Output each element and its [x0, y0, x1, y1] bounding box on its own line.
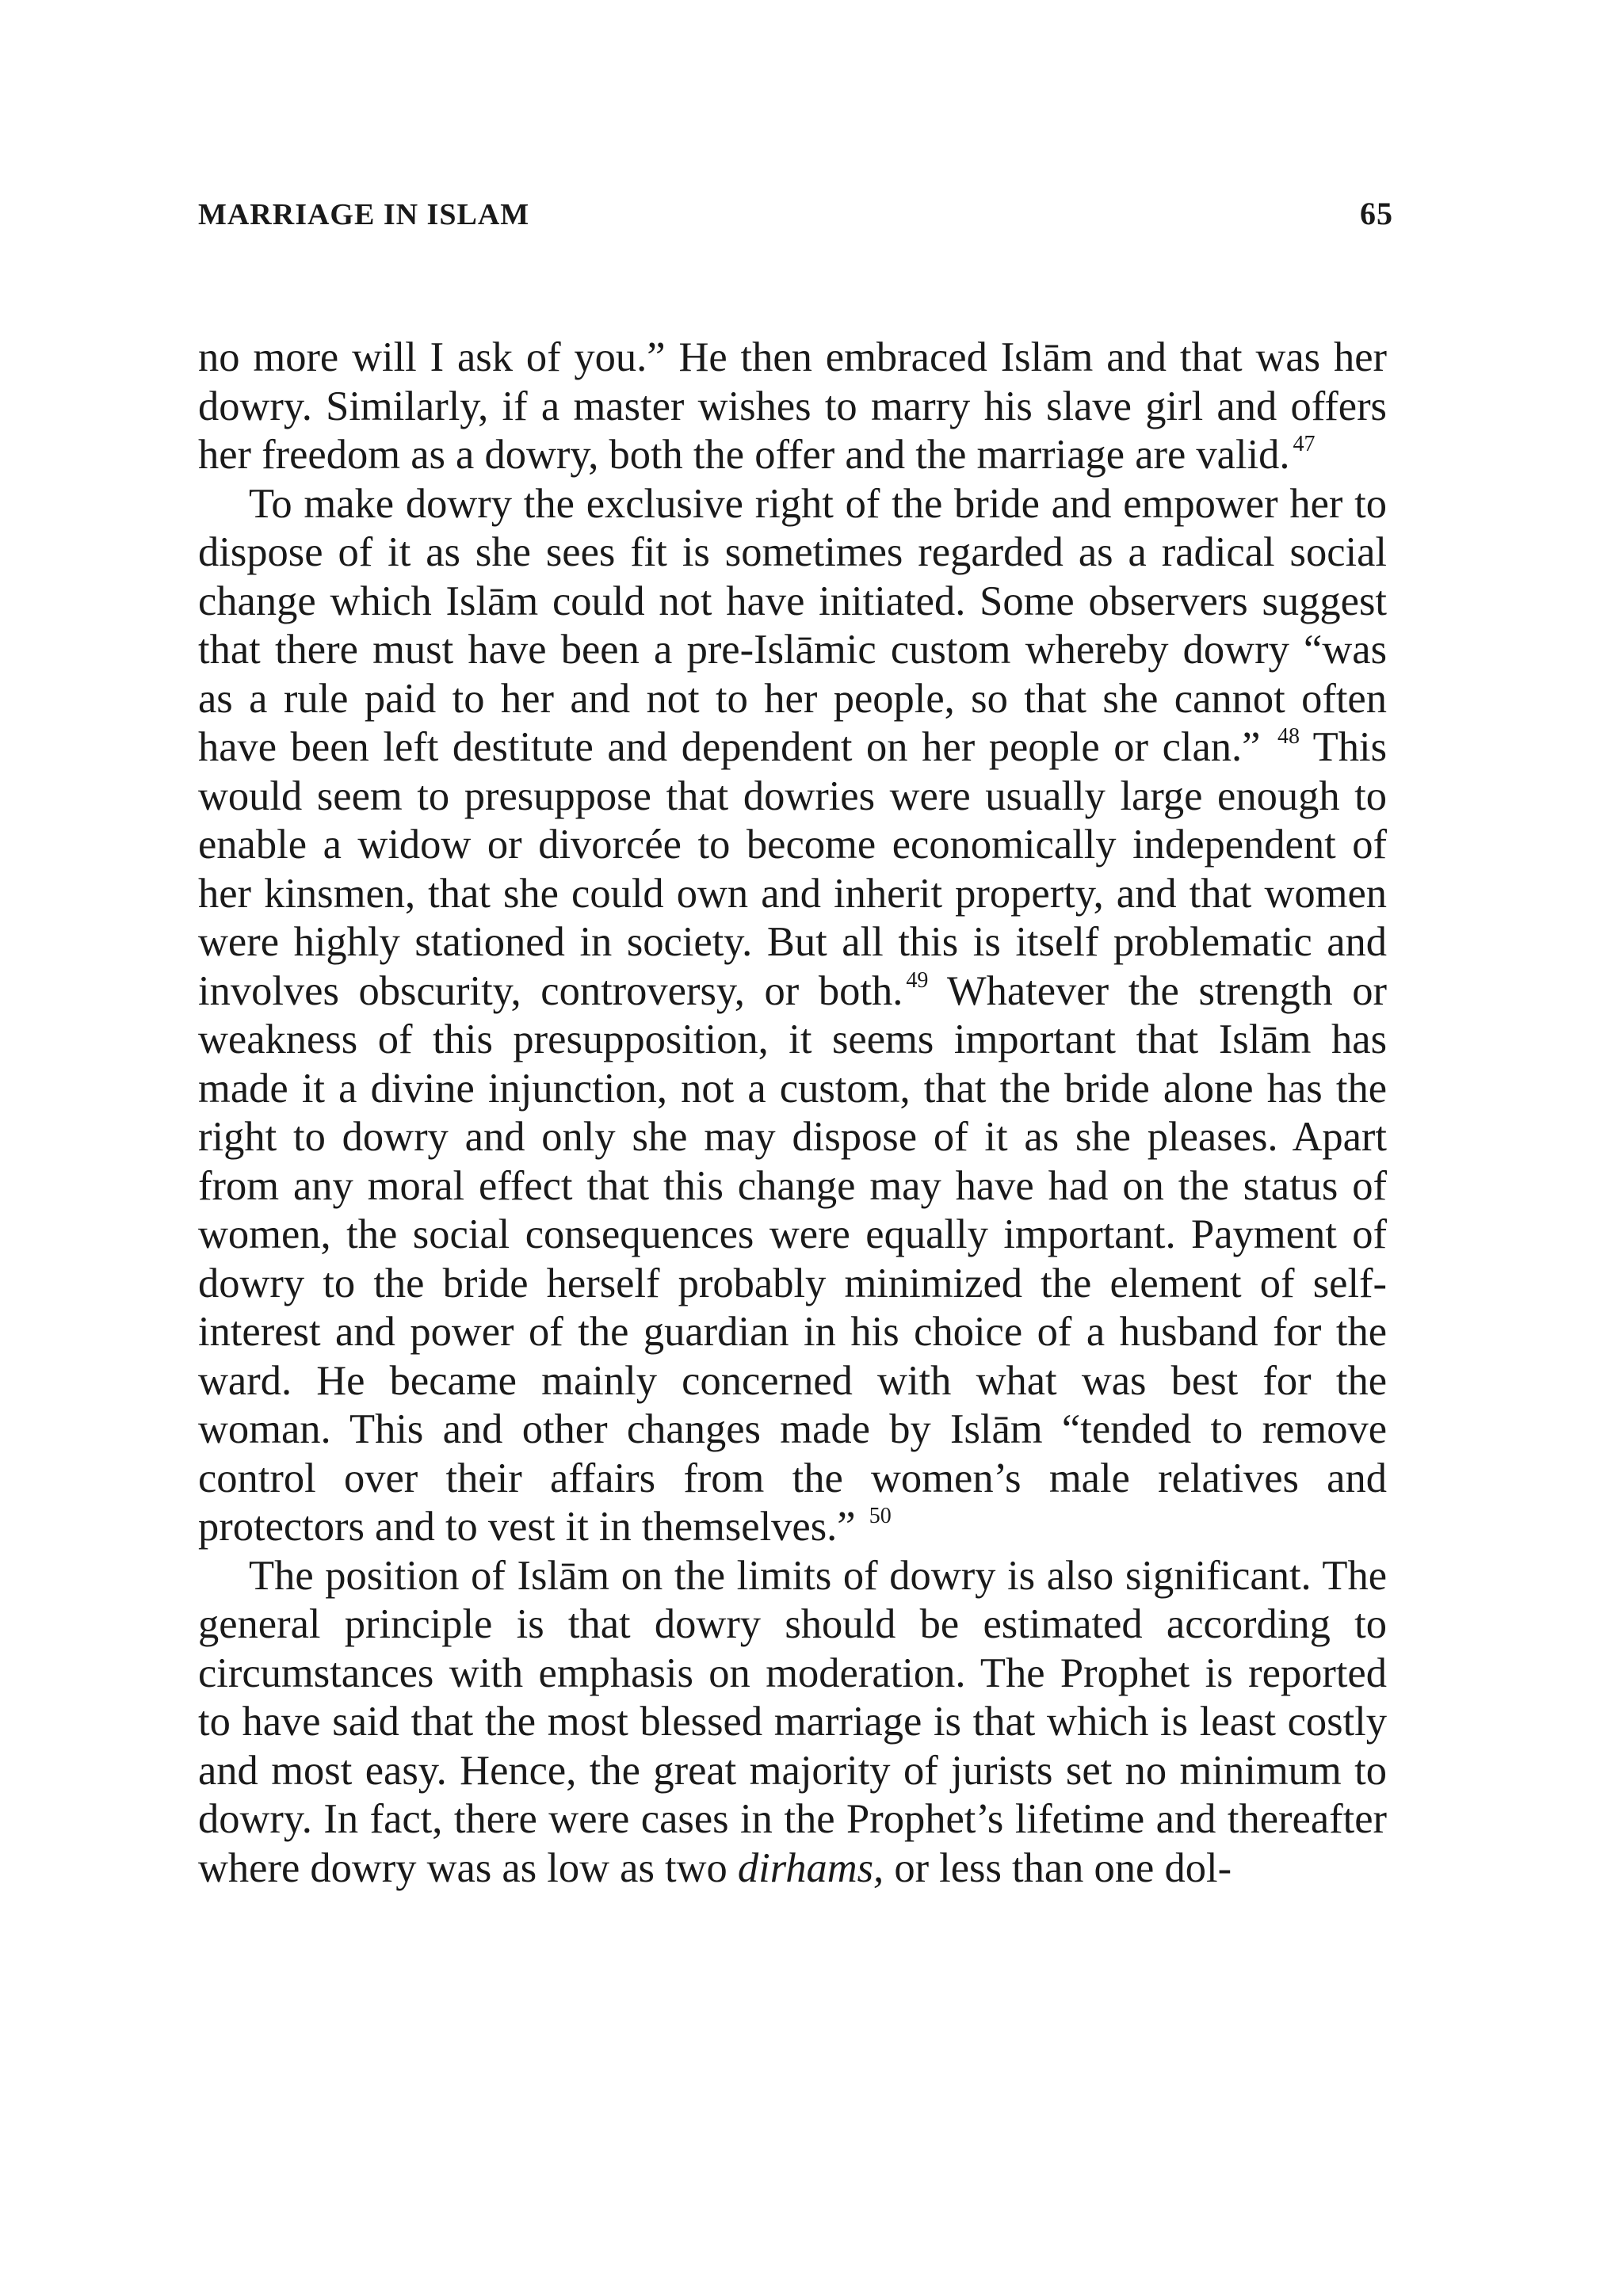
paragraph-text: The position of Islām on the limits of dowry is also significant. The general principle is that dowry should be estimated according to circumstances with emphasis on moderation. The Prophet is reported to have said that the most blessed marriage is that which is least costly and most easy. Hence, the great majority of jurists set no minimum to dowry. In fact, there were cases in the Prophet’s lifetime and thereafter where dowry was as low as two [198, 1552, 1387, 1891]
paragraph-text: To make dowry the exclusive right of the bride and empower her to dispose of it as she sees fit is sometimes regarded as a radical social change which Islām could not have initiated. Some observers suggest that there must have been a pre-Islāmic custom whereby dowry “was as a rule paid to her and not to her people, so that she cannot often have been left destitute and dependent on her people or clan.” [198, 480, 1387, 770]
paragraph-text: or less than one dol- [884, 1844, 1232, 1891]
footnote-marker: 49 [906, 967, 929, 993]
running-head [198, 195, 1393, 232]
body-text [198, 334, 1387, 1893]
page-number: 65 [1360, 196, 1393, 231]
book-page [198, 195, 1393, 1893]
running-head-title: MARRIAGE IN ISLAM [198, 198, 530, 231]
paragraph [198, 480, 1387, 1552]
paragraph-text: This would seem to presuppose that dowries were usually large enough to enable a widow or divorcée to become economically independent of her kinsmen, that she could own and inherit property, and that women were highly stationed in society. But all this is itself problematic and involves obscurity, controversy, or both. [198, 724, 1387, 1014]
paragraph-text: Whatever the strength or weakness of this presupposition, it seems important that Islām has made it a divine injunction, not a custom, that the bride alone has the right to dowry and only she may dispose of it as she pleases. Apart from any moral effect that this change may have had on the status of women, the social consequences were equally important. Payment of dowry to the bride herself probably minimized the element of self-interest and power of the guardian in his choice of a husband for the ward. He became mainly concerned with what was best for the woman. This and other changes made by Islām “tended to remove control over their affairs from the women’s male relatives and protectors and to vest it in themselves.” [198, 967, 1387, 1550]
footnote-marker: 48 [1277, 724, 1300, 749]
footnote-marker: 50 [869, 1504, 892, 1528]
paragraph [198, 334, 1387, 480]
paragraph [198, 1552, 1387, 1894]
footnote-marker: 47 [1293, 432, 1316, 456]
paragraph-text: no more will I ask of you.” He then embraced Islām and that was her dowry. Similarly, if a master wishes to marry his slave girl and offers her freedom as a dowry, both the offer and the marriage are valid. [198, 334, 1387, 478]
italic-term: dirhams, [737, 1844, 884, 1891]
